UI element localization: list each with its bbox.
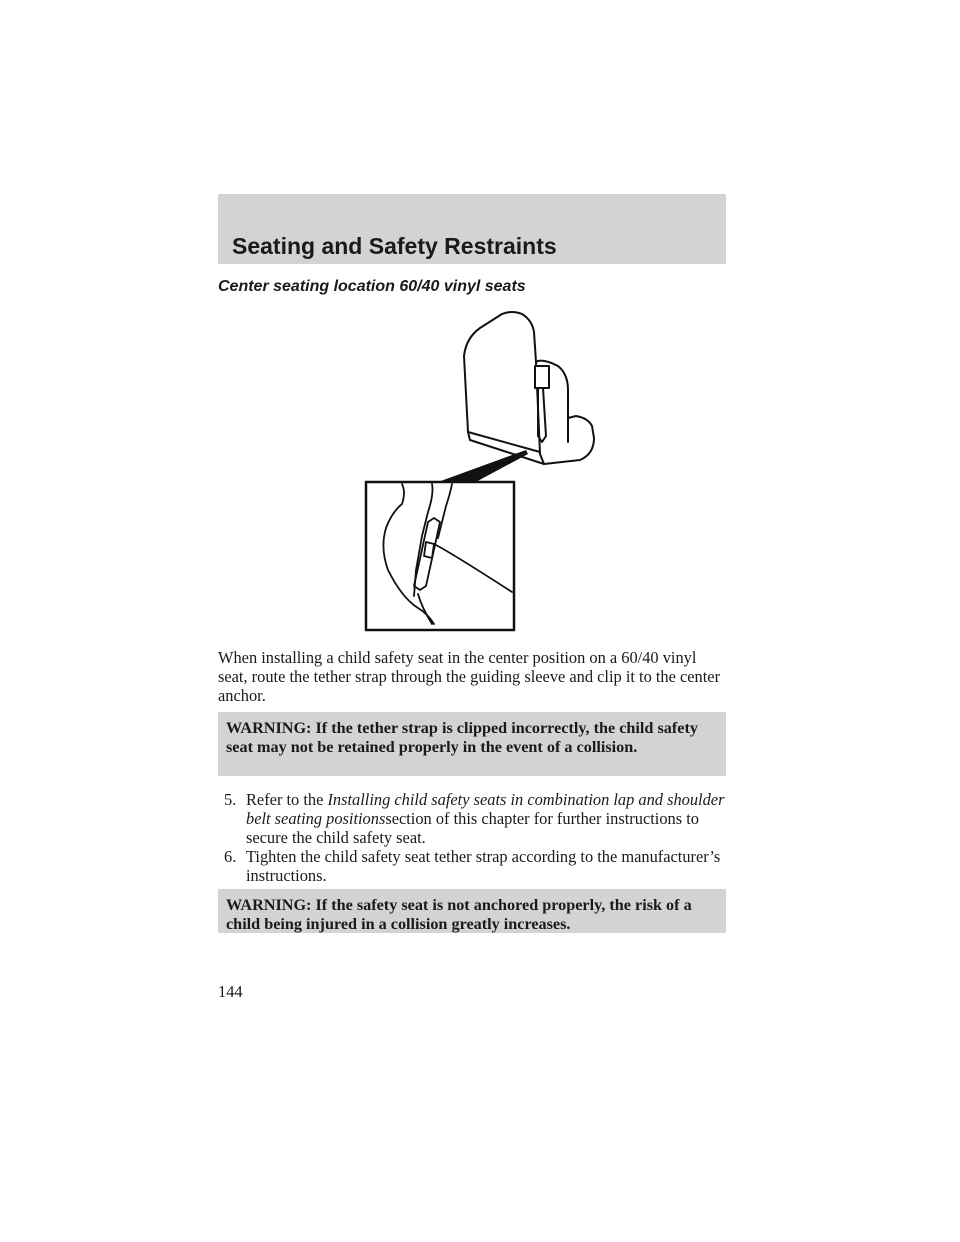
step-text xyxy=(246,790,728,847)
page-number: 144 xyxy=(218,982,243,1001)
step-text-italic: Installing child safety seats in combination lap and shoulder belt seating positions xyxy=(246,790,725,828)
step-text-after: section of this chapter for further instructions to secure the child safety seat. xyxy=(246,809,699,847)
step-number: 6. xyxy=(224,847,237,866)
step-text-before: Refer to the xyxy=(246,790,328,809)
chapter-header-bar xyxy=(218,194,726,264)
warning-box-anchor: WARNING: If the safety seat is not anchored properly, the risk of a child being injured in a collision greatly increases. xyxy=(218,889,726,933)
step-item xyxy=(218,790,728,847)
chapter-title: Seating and Safety Restraints xyxy=(232,233,557,259)
step-text-before: Tighten the child safety seat tether strap according to the manufacturer’s instructions. xyxy=(246,847,721,885)
warning-box-tether: WARNING: If the tether strap is clipped incorrectly, the child safety seat may not be retained properly in the event of a collision. xyxy=(218,712,726,776)
seat-tether-illustration xyxy=(362,308,602,634)
step-item xyxy=(218,847,728,885)
step-text xyxy=(246,847,728,885)
section-subheading: Center seating location 60/40 vinyl seats xyxy=(218,278,526,295)
step-number: 5. xyxy=(224,790,237,809)
instruction-paragraph: When installing a child safety seat in the center position on a 60/40 vinyl seat, route the tether strap through the guiding sleeve and clip it to the center anchor. xyxy=(218,648,721,705)
